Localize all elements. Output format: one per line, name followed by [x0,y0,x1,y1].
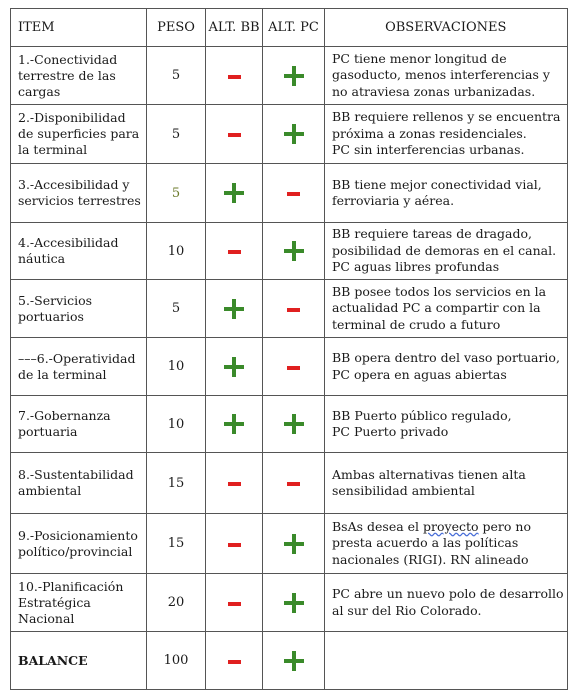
plus-icon [284,593,304,613]
balance-alt-bb [206,632,263,690]
obs-line: ferroviaria y aérea. [332,193,455,208]
item-cell [11,453,147,514]
alt-pc-cell [263,47,325,105]
item-line: 8.-Sustentabilidad [18,467,134,482]
peso-cell: 5 [147,164,206,223]
item-line: la terminal [18,142,88,157]
table-row [11,223,568,280]
plus-icon [284,651,304,671]
obs-cell [325,280,568,338]
alt-pc-cell [263,396,325,453]
minus-icon [228,250,241,254]
plus-icon [284,534,304,554]
header-row [11,9,568,47]
item-line: 5.-Servicios [18,292,93,308]
minus-icon [287,192,300,196]
item-line: cargas [18,83,61,99]
item-line: náutica [18,251,66,266]
item-line: político/provincial [18,543,133,559]
item-cell [11,338,147,396]
alt-bb-cell [206,453,263,514]
obs-line: PC aguas libres profundas [332,259,500,275]
table-row [11,453,568,514]
obs-cell [325,164,568,223]
obs-line: Ambas alternativas tienen alta [332,466,526,482]
item-line: Estratégica [18,594,91,610]
minus-icon [228,660,241,664]
peso-cell: 15 [147,453,206,514]
obs-line: terminal de crudo a futuro [332,316,501,332]
item-line: 7.-Gobernanza [18,408,111,423]
item-line: portuaria [18,424,78,439]
item-cell [11,164,147,223]
peso-cell: 10 [147,396,206,453]
obs-line: BB requiere rellenos y se encuentra [332,109,561,125]
plus-icon [284,66,304,86]
balance-obs [325,632,568,690]
item-line: terrestre de las [18,67,116,83]
alt-bb-cell [206,514,263,574]
obs-cell [325,105,568,164]
item-line: servicios terrestres [18,193,141,208]
item-line: de superficies para [18,126,140,141]
table-row [11,164,568,223]
obs-line: presta acuerdo a las políticas [332,535,519,551]
obs-line: PC opera en aguas abiertas [332,366,507,382]
header-observaciones: OBSERVACIONES [325,9,568,47]
minus-icon [228,482,241,486]
item-cell [11,47,147,105]
minus-icon [228,133,241,137]
obs-line: PC tiene menor longitud de [332,50,507,66]
obs-line: BB Puerto público regulado, [332,407,512,423]
minus-icon [287,482,300,486]
peso-cell: 20 [147,574,206,632]
alt-bb-cell [206,105,263,164]
obs-line: PC sin interferencias urbanas. [332,142,525,158]
obs-line: PC Puerto privado [332,424,449,439]
balance-alt-pc [263,632,325,690]
obs-line: sensibilidad ambiental [332,483,475,498]
obs-line: nacionales (RIGI). RN alineado [332,551,529,567]
obs-cell [325,338,568,396]
alt-pc-cell [263,105,325,164]
obs-line: actualidad PC a compartir con la [332,300,541,316]
alt-pc-cell [263,164,325,223]
item-line: –––6.-Operatividad [18,350,136,366]
alt-bb-cell [206,396,263,453]
obs-line: PC abre un nuevo polo de desarrollo [332,586,564,601]
plus-icon [224,414,244,434]
obs-line [332,519,564,536]
obs-cell [325,453,568,514]
plus-icon [284,241,304,261]
minus-icon [228,602,241,606]
table-row [11,514,568,574]
obs-line: BB requiere tareas de dragado, [332,226,532,242]
alt-pc-cell [263,453,325,514]
table-row [11,574,568,632]
obs-text: BsAs desea el [332,518,424,534]
plus-icon [284,414,304,434]
comparison-table [10,8,568,690]
obs-line: gasoducto, menos interferencias y [332,67,550,83]
alt-bb-cell [206,223,263,280]
header-peso: PESO [147,9,206,47]
item-cell [11,105,147,164]
balance-peso: 100 [147,632,206,690]
obs-cell [325,574,568,632]
peso-cell: 10 [147,223,206,280]
alt-bb-cell [206,47,263,105]
item-cell [11,280,147,338]
peso-cell: 15 [147,514,206,574]
obs-line: al sur del Rio Colorado. [332,602,482,618]
item-line: 4.-Accesibilidad [18,235,119,250]
item-cell [11,514,147,574]
plus-icon [284,124,304,144]
obs-cell [325,47,568,105]
item-cell [11,396,147,453]
minus-icon [228,543,241,547]
plus-icon [224,183,244,203]
peso-cell: 5 [147,47,206,105]
plus-icon [224,357,244,377]
alt-pc-cell [263,514,325,574]
obs-line: no atraviesa zonas urbanizadas. [332,83,536,99]
peso-cell: 5 [147,105,206,164]
header-alt-bb: ALT. BB [206,9,263,47]
item-line: ambiental [18,483,82,498]
item-cell [11,574,147,632]
alt-pc-cell [263,280,325,338]
item-line: Nacional [18,610,75,626]
table-row [11,396,568,453]
balance-row [11,632,568,690]
obs-line: próxima a zonas residenciales. [332,125,527,141]
obs-text: pero no [478,518,531,534]
item-line: 1.-Conectividad [18,51,118,67]
plus-icon [224,299,244,319]
peso-cell: 10 [147,338,206,396]
minus-icon [287,308,300,312]
obs-cell [325,396,568,453]
alt-pc-cell [263,574,325,632]
table-row [11,105,568,164]
minus-icon [287,366,300,370]
obs-line: BB tiene mejor conectividad vial, [332,176,542,192]
alt-bb-cell [206,164,263,223]
alt-pc-cell [263,338,325,396]
item-line: portuarios [18,308,84,324]
minus-icon [228,75,241,79]
obs-text-spellcheck: proyecto [423,518,479,534]
alt-bb-cell [206,280,263,338]
obs-line: BB posee todos los servicios en la [332,283,547,299]
table-row [11,280,568,338]
obs-cell [325,223,568,280]
item-line: 9.-Posicionamiento [18,527,138,543]
balance-label: BALANCE [11,632,147,690]
item-line: 2.-Disponibilidad [18,110,126,125]
header-item: ITEM [11,9,147,47]
alt-bb-cell [206,574,263,632]
table-row [11,338,568,396]
item-line: 10.-Planificación [18,578,124,594]
item-cell [11,223,147,280]
item-line: 3.-Accesibilidad y [18,177,130,192]
table-row [11,47,568,105]
obs-line: BB opera dentro del vaso portuario, [332,350,560,365]
alt-pc-cell [263,223,325,280]
header-alt-pc: ALT. PC [263,9,325,47]
obs-line: posibilidad de demoras en el canal. [332,242,557,258]
alt-bb-cell [206,338,263,396]
obs-cell [325,514,568,574]
peso-cell: 5 [147,280,206,338]
item-line: de la terminal [18,366,107,382]
